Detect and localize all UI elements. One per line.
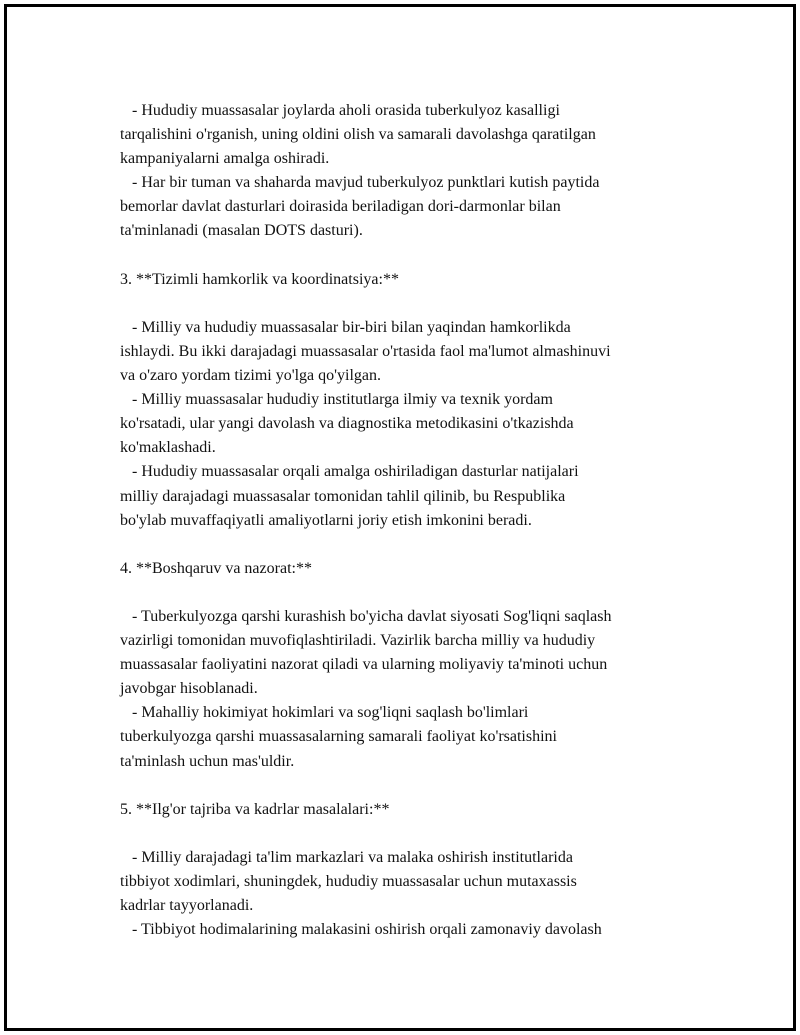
blank-line [120,244,710,268]
text-line: - Har bir tuman va shaharda mavjud tuberkulyoz punktlari kutish paytida [120,174,600,192]
text-line: - Hududiy muassasalar orqali amalga oshiriladigan dasturlar natijalari [120,463,579,481]
document-body [120,99,710,942]
text-line: tibbiyot xodimlari, shuningdek, hududiy muassasalar uchun mutaxassis [120,873,577,890]
section-heading: 5. **Ilg'or tajriba va kadrlar masalalari:** [120,800,390,818]
blank-line [120,822,710,846]
text-line: - Mahalliy hokimiyat hokimlari va sog'liqni saqlash bo'limlari [120,704,529,722]
text-line: ta'minlash uchun mas'uldir. [120,752,295,770]
text-line: javobgar hisoblanadi. [120,680,258,698]
text-line: ko'rsatadi, ular yangi davolash va diagnostika metodikasini o'tkazishda [120,415,574,433]
text-line: vazirligi tomonidan muvofiqlashtiriladi. Vazirlik barcha milliy va hududiy [120,632,596,650]
text-line: - Milliy va hududiy muassasalar bir-biri bilan yaqindan hamkorlikda [120,318,571,336]
text-line: bo'ylab muvaffaqiyatli amaliyotlarni joriy etish imkonini beradi. [120,511,532,529]
text-line: va o'zaro yordam tizimi yo'lga qo'yilgan. [120,367,382,385]
text-line: kampaniyalarni amalga oshiradi. [120,150,330,168]
text-line: bemorlar davlat dasturlari doirasida beriladigan dori-darmonlar bilan [120,198,561,216]
blank-line [120,581,710,605]
text-line: - Tuberkulyozga qarshi kurashish bo'yicha davlat siyosati Sog'liqni saqlash [120,607,612,625]
page-frame [4,4,796,1031]
blank-line [120,533,710,557]
text-line: milliy darajadagi muassasalar tomonidan tahlil qilinib, bu Respublika [120,487,566,505]
text-line: - Hududiy muassasalar joylarda aholi orasida tuberkulyoz kasalligi [120,102,560,119]
text-line: tuberkulyozga qarshi muassasalarning samarali faoliyat ko'rsatishini [120,728,557,746]
text-line: ko'maklashadi. [120,439,216,457]
text-line: muassasalar faoliyatini nazorat qiladi va ularning moliyaviy ta'minoti uchun [120,656,608,674]
section-heading: 3. **Tizimli hamkorlik va koordinatsiya:** [120,270,399,288]
text-line: - Tibbiyot hodimalarining malakasini oshirish orqali zamonaviy davolash [120,921,602,939]
blank-line [120,774,710,798]
text-line: ishlaydi. Bu ikki darajadagi muassasalar o'rtasida faol ma'lumot almashinuvi [120,342,611,360]
text-line: kadrlar tayyorlanadi. [120,897,254,915]
text-line: - Milliy muassasalar hududiy institutlarga ilmiy va texnik yordam [120,391,553,409]
text-line: ta'minlanadi (masalan DOTS dasturi). [120,222,363,240]
blank-line [120,292,710,316]
text-line: tarqalishini o'rganish, uning oldini olish va samarali davolashga qaratilgan [120,126,596,144]
text-line: - Milliy darajadagi ta'lim markazlari va malaka oshirish institutlarida [120,848,573,866]
section-heading: 4. **Boshqaruv va nazorat:** [120,559,312,577]
